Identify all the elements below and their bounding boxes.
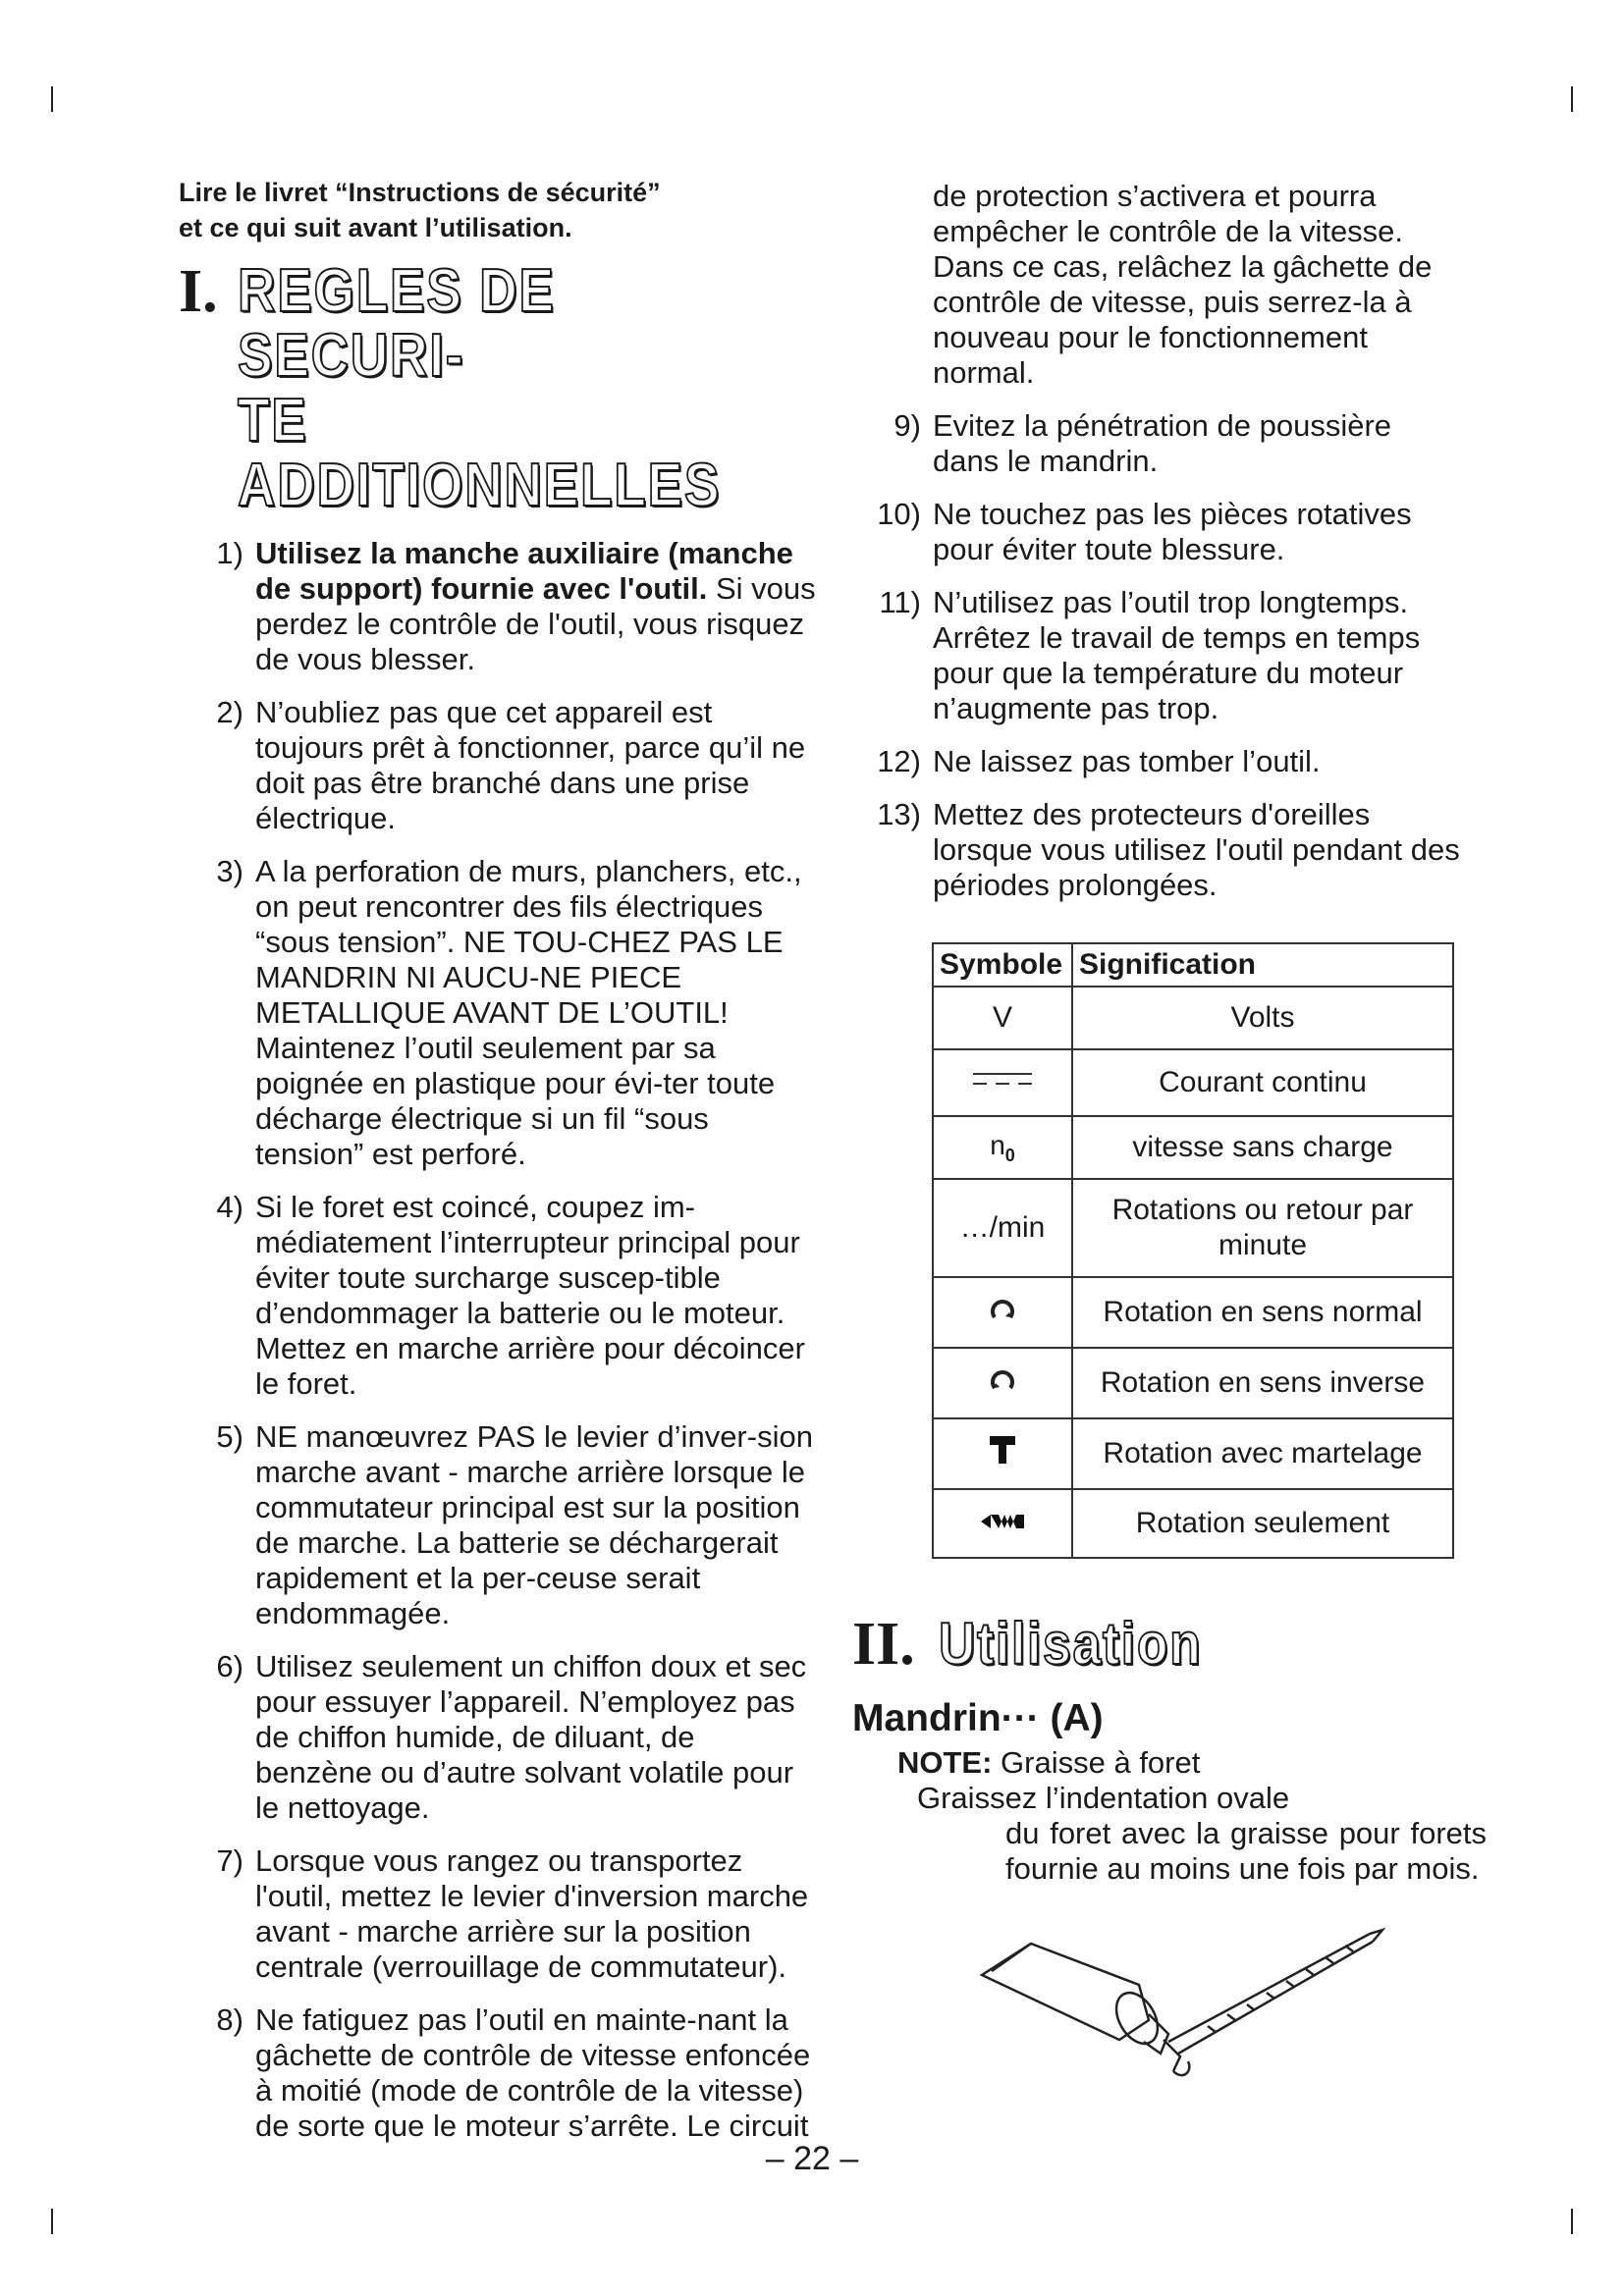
grease-instruction-line2: du foret avec la graisse pour forets fournie au moins une fois par mois. bbox=[1005, 1816, 1487, 1886]
meaning-cell: Rotation seulement bbox=[1072, 1489, 1453, 1558]
section-1-heading bbox=[179, 259, 817, 518]
hammer-icon bbox=[933, 1418, 1072, 1489]
section-1-title: REGLES DE SECURI- TE ADDITIONNELLES bbox=[237, 257, 721, 519]
list-item: 6) Utilisez seulement un chiffon doux et sec pour essuyer l’appareil. N’employez pas de chiffon humide, de diluant, de benzène ou d’autre solvant volatile pour le nettoyage. bbox=[216, 1649, 807, 1825]
meaning-cell: vitesse sans charge bbox=[1072, 1116, 1453, 1179]
list-item: 9) Evitez la pénétration de poussière dans le mandrin. bbox=[893, 408, 1392, 478]
symbol-table bbox=[932, 942, 1454, 1559]
meaning-cell: Rotations ou retour par minute bbox=[1072, 1179, 1453, 1277]
list-item: 8) Ne fatiguez pas l’outil en mainte-nant la gâchette de contrôle de vitesse enfoncée à moitié (mode de contrôle de la vitesse) de sorte que le moteur s’arrête. Le circuit bbox=[216, 2002, 811, 2143]
list-item: 11) N’utilisez pas l’outil trop longtemps. Arrêtez le travail de temps en temps pour que la température du moteur n’augmente pas trop. bbox=[879, 585, 1421, 725]
table-header-row bbox=[933, 943, 1453, 987]
list-item: 7) Lorsque vous rangez ou transportez l'outil, mettez le levier d'inversion marche avant - marche arrière sur la position centrale (verrouillage de commutateur). bbox=[216, 1843, 809, 1984]
table-row bbox=[933, 1049, 1453, 1116]
right-column bbox=[852, 179, 1461, 921]
item-8-continuation: de protection s’activera et pourra empêcher le contrôle de la vitesse. Dans ce cas, relâchez la gâchette de contrôle de vitesse, puis serrez-la à nouveau pour le fonctionnement normal. bbox=[933, 179, 1433, 390]
list-item: 3) A la perforation de murs, planchers, etc., on peut rencontrer des fils électriques “sous tension”. NE TOU-CHEZ PAS LE MANDRIN NI AUCU-NE PIECE METALLIQUE AVANT DE L’OUTIL! Maintenez l’outil seulement par sa poignée en plastique pour évi-ter toute décharge électrique si un fil “sous tension” est perforé. bbox=[216, 854, 802, 1171]
crop-mark bbox=[51, 86, 53, 112]
safety-list-continued bbox=[852, 408, 1461, 903]
meaning-cell: Volts bbox=[1072, 987, 1453, 1049]
meaning-cell: Rotation en sens normal bbox=[1072, 1277, 1453, 1348]
crop-mark bbox=[51, 2209, 53, 2234]
section-2-title: Utilisation bbox=[939, 1611, 1203, 1677]
list-item: 5) NE manœuvrez PAS le levier d’inver-sion marche avant - marche arrière lorsque le commutateur principal est sur la position de marche. La batterie se déchargerait rapidement et la per-ceuse serait endommagée. bbox=[216, 1419, 813, 1630]
list-item: 10) Ne touchez pas les pièces rotatives pour éviter toute blessure. bbox=[877, 497, 1412, 566]
symbol-cell: …/min bbox=[933, 1179, 1072, 1277]
page-number: – 22 – bbox=[765, 2140, 859, 2177]
cw-icon bbox=[933, 1277, 1072, 1348]
ccw-icon bbox=[933, 1348, 1072, 1418]
table-header: Signification bbox=[1072, 943, 1453, 987]
list-item: 4) Si le foret est coincé, coupez im-médiatement l’interrupteur principal pour éviter toute surcharge suscep-tible d’endommager la batterie ou le moteur. Mettez en marche arrière pour décoincer le foret. bbox=[216, 1190, 805, 1401]
no-load-speed-icon: $n_0$ bbox=[933, 1116, 1072, 1179]
section-2-heading bbox=[852, 1610, 1245, 1679]
mandrin-heading: Mandrin··· (A) bbox=[852, 1697, 1104, 1739]
note-line: NOTE: Graisse à foret bbox=[897, 1745, 1201, 1780]
crop-mark bbox=[1571, 2209, 1573, 2234]
section-1-numeral: I. bbox=[179, 258, 218, 325]
left-column bbox=[179, 175, 817, 2162]
grease-tube-illustration bbox=[972, 1924, 1394, 2091]
table-row bbox=[933, 1418, 1453, 1489]
grease-instruction-line1: Graissez l’indentation ovale bbox=[917, 1781, 1290, 1815]
table-row bbox=[933, 1277, 1453, 1348]
meaning-cell: Courant continu bbox=[1072, 1049, 1453, 1116]
table-row bbox=[933, 1179, 1453, 1277]
meaning-cell: Rotation avec martelage bbox=[1072, 1418, 1453, 1489]
list-item: 2) N’oubliez pas que cet appareil est toujours prêt à fonctionner, parce qu’il ne doit pas être branché dans une prise électrique. bbox=[216, 695, 806, 835]
meaning-cell: Rotation en sens inverse bbox=[1072, 1348, 1453, 1418]
section-2-numeral: II. bbox=[852, 1611, 915, 1678]
safety-list bbox=[179, 536, 817, 2144]
table-row bbox=[933, 987, 1453, 1049]
list-item: 13) Mettez des protecteurs d'oreilles lorsque vous utilisez l'outil pendant des périodes prolongées. bbox=[877, 797, 1460, 902]
crop-mark bbox=[1571, 86, 1573, 112]
list-item: 1) Utilisez la manche auxiliaire (manche de support) fournie avec l'outil. Si vous perdez le contrôle de l'outil, vous risquez de vous blesser. bbox=[216, 536, 816, 676]
symbol-cell: V bbox=[933, 987, 1072, 1049]
dc-icon bbox=[933, 1049, 1072, 1116]
list-item: 12) Ne laissez pas tomber l’outil. bbox=[877, 744, 1321, 778]
table-row bbox=[933, 1489, 1453, 1558]
table-header: Symbole bbox=[933, 943, 1072, 987]
drill-icon bbox=[933, 1489, 1072, 1558]
table-row bbox=[933, 1348, 1453, 1418]
table-row bbox=[933, 1116, 1453, 1179]
intro-text: Lire le livret “Instructions de sécurité” et ce qui suit avant l’utilisation. bbox=[179, 178, 661, 242]
